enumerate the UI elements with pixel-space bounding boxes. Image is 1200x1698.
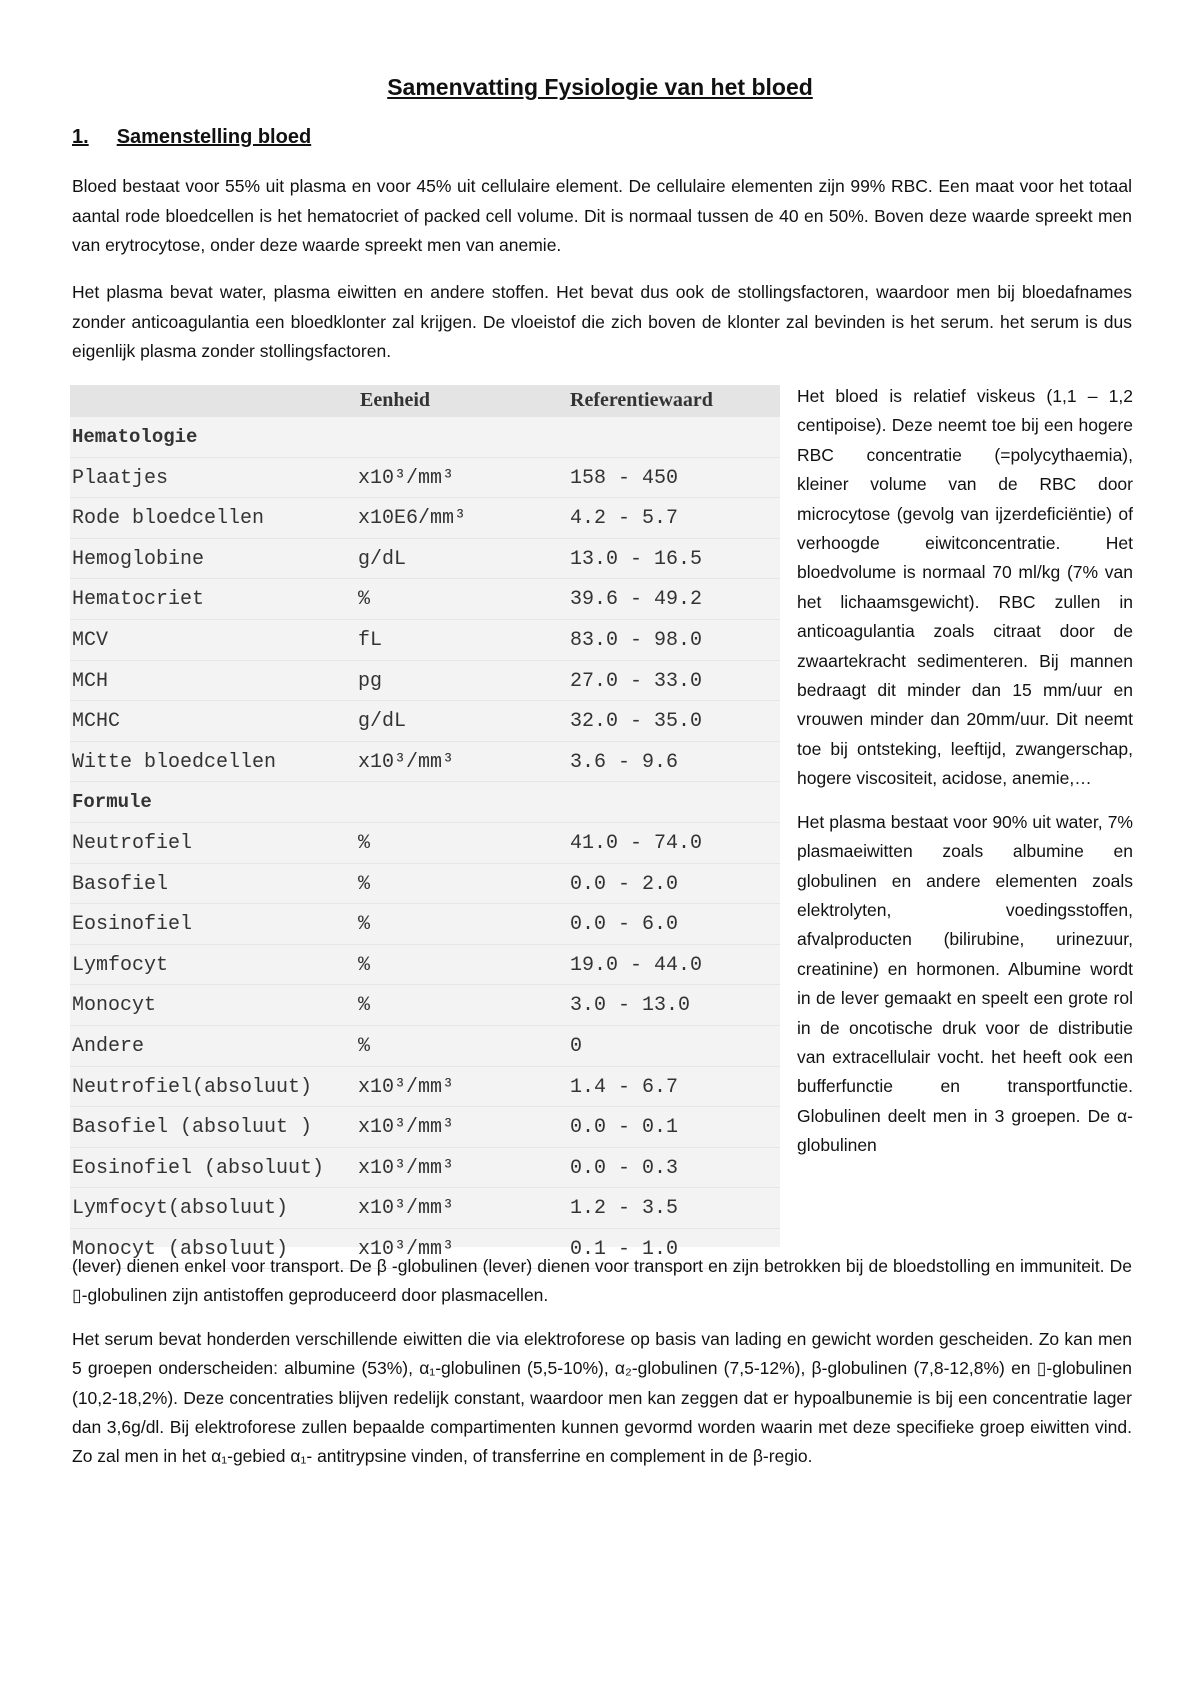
cell-reference: 3.6 - 9.6 bbox=[570, 750, 679, 774]
cell-parameter: Rode bloedcellen bbox=[72, 507, 265, 531]
paragraph: Het serum bevat honderden verschillende eiwitten die via elektroforese op basis van lading en gewicht worden gescheiden. Zo kan men 5 groepen onderscheiden: albumine (53%), α₁-globulinen (5,5-10%), α₂-globulinen (7,5-12%), β-globulinen (7,8-12,8%) en ▯-globulinen (10,2-18,2%). Deze concentraties blijven redelijk constant, waardoor men kan zeggen dat er hypoalbunemie is bij een concentratie lager dan 3,6g/dl. Bij elektroforese zullen bepaalde compartimenten kunnen gevormd worden waarin met deze specifieke groep eiwitten vind. Zo zal men in het α₁-gebied α₁- antitrypsine vinden, of transferrine en complement in de β-regio. bbox=[72, 1328, 1132, 1467]
table-row bbox=[70, 1188, 780, 1229]
table-row bbox=[70, 823, 780, 864]
table-row bbox=[70, 1148, 780, 1189]
cell-reference: 3.0 - 13.0 bbox=[570, 994, 691, 1018]
cell-unit: g/dL bbox=[358, 547, 407, 571]
cell-reference: 39.6 - 49.2 bbox=[570, 588, 703, 612]
header-reference: Referentiewaard bbox=[570, 389, 713, 411]
table-row bbox=[70, 1026, 780, 1067]
cell-reference: 0.0 - 6.0 bbox=[570, 913, 679, 937]
cell-reference: 32.0 - 35.0 bbox=[570, 710, 703, 734]
cell-parameter: Basofiel (absoluut ) bbox=[72, 1116, 313, 1140]
table-row bbox=[70, 945, 780, 986]
table-row bbox=[70, 701, 780, 742]
table-row bbox=[70, 742, 780, 783]
table-row bbox=[70, 498, 780, 539]
cell-unit: x10³/mm³ bbox=[358, 1116, 455, 1140]
table-row bbox=[70, 539, 780, 580]
cell-reference: 1.4 - 6.7 bbox=[570, 1075, 679, 1099]
cell-unit: x10³/mm³ bbox=[358, 1156, 455, 1180]
cell-unit: g/dL bbox=[358, 710, 407, 734]
paragraph: Bloed bestaat voor 55% uit plasma en voor 45% uit cellulaire element. De cellulaire elementen zijn 99% RBC. Een maat voor het totaal aantal rode bloedcellen is het hematocriet of packed cell volume. Dit is normaal tussen de 40 en 50%. Boven deze waarde spreekt men van erytrocytose, onder deze waarde spreekt men van anemie. bbox=[72, 176, 1132, 255]
paragraph: Het bloed is relatief viskeus (1,1 – 1,2 centipoise). Deze neemt toe bij een hogere RBC concentratie (=polycythaemia), kleiner volume van de RBC door microcytose (gevolg van ijzerdeficiëntie) of verhoogde eiwitconcentratie. Het bloedvolume is normaal 70 ml/kg (7% van het lichaamsgewicht). RBC zullen in anticoagulantia zoals citraat door de zwaartekracht sedimenteren. Bij mannen bedraagt dit minder dan 15 mm/uur en vrouwen minder dan 20mm/uur. Dit neemt toe bij ontsteking, leeftijd, zwangerschap, hogere viscositeit, acidose, anemie,… bbox=[797, 386, 1133, 789]
cell-unit: x10E6/mm³ bbox=[358, 507, 467, 531]
section-title: Samenstelling bloed bbox=[116, 126, 312, 148]
cell-unit: x10³/mm³ bbox=[358, 1197, 455, 1221]
cell-unit: % bbox=[358, 588, 371, 612]
cell-reference: 1.2 - 3.5 bbox=[570, 1197, 679, 1221]
cell-parameter: MCH bbox=[72, 669, 109, 693]
cell-parameter: Hemoglobine bbox=[72, 547, 205, 571]
continued-text bbox=[72, 1252, 1132, 1486]
cell-reference: 41.0 - 74.0 bbox=[570, 831, 703, 855]
table-row bbox=[70, 904, 780, 945]
cell-parameter: Lymfocyt bbox=[72, 953, 169, 977]
cell-reference: 158 - 450 bbox=[570, 466, 679, 490]
cell-parameter: Andere bbox=[72, 1034, 145, 1058]
cell-unit: % bbox=[358, 953, 371, 977]
cell-parameter: Witte bloedcellen bbox=[72, 750, 277, 774]
cell-parameter: Neutrofiel bbox=[72, 831, 193, 855]
cell-parameter: Eosinofiel bbox=[72, 913, 193, 937]
cell-unit: pg bbox=[358, 669, 383, 693]
cell-reference: 0.0 - 0.1 bbox=[570, 1116, 679, 1140]
cell-reference: 27.0 - 33.0 bbox=[570, 669, 703, 693]
table-row bbox=[70, 1107, 780, 1148]
side-column bbox=[797, 382, 1133, 1175]
cell-parameter: Basofiel bbox=[72, 872, 169, 896]
cell-parameter: MCV bbox=[72, 628, 109, 652]
cell-unit: x10³/mm³ bbox=[358, 1075, 455, 1099]
table-row bbox=[70, 782, 780, 823]
cell-unit: % bbox=[358, 913, 371, 937]
table-row bbox=[70, 579, 780, 620]
header-unit: Eenheid bbox=[360, 389, 431, 411]
cell-parameter: Hematocriet bbox=[72, 588, 205, 612]
paragraph: Het plasma bestaat voor 90% uit water, 7% plasmaeiwitten zoals albumine en globulinen en andere elementen zoals elektrolyten, voedingsstoffen, afvalproducten (bilirubine, urinezuur, creatinine) en hormonen. Albumine wordt in de lever gemaakt en speelt een grote rol in de oncotische druk voor de distributie van extracellulair vocht. het heeft ook een bufferfunctie en transportfunctie. Globulinen deelt men in 3 groepen. De α-globulinen bbox=[797, 811, 1133, 1156]
cell-reference: 19.0 - 44.0 bbox=[570, 953, 703, 977]
cell-parameter: Monocyt (absoluut) bbox=[72, 1237, 289, 1261]
paragraph: (lever) dienen enkel voor transport. De β -globulinen (lever) dienen voor transport en zijn betrokken bij de bloedstolling en immuniteit. De ▯-globulinen zijn antistoffen geproduceerd door plasmacellen. bbox=[72, 1256, 1132, 1306]
cell-unit: x10³/mm³ bbox=[358, 750, 455, 774]
table-row bbox=[70, 661, 780, 702]
document-title: Samenvatting Fysiologie van het bloed bbox=[387, 74, 813, 100]
paragraph: Het plasma bevat water, plasma eiwitten en andere stoffen. Het bevat dus ook de stollingsfactoren, waardoor men bij bloedafnames zonder anticoagulantia een bloedklonter zal krijgen. De vloeistof die zich boven de klonter zal bevinden is het serum. het serum is dus eigenlijk plasma zonder stollingsfactoren. bbox=[72, 282, 1132, 361]
table-row bbox=[70, 864, 780, 905]
cell-parameter: Plaatjes bbox=[72, 466, 169, 490]
cell-reference: 0.0 - 0.3 bbox=[570, 1156, 679, 1180]
cell-unit: % bbox=[358, 831, 371, 855]
table-row bbox=[70, 1067, 780, 1108]
table-row bbox=[70, 985, 780, 1026]
cell-reference: 83.0 - 98.0 bbox=[570, 628, 703, 652]
table-row bbox=[70, 620, 780, 661]
cell-parameter: Monocyt bbox=[72, 994, 157, 1018]
cell-reference: 4.2 - 5.7 bbox=[570, 507, 679, 531]
reference-values-table bbox=[70, 385, 780, 1261]
table-row bbox=[70, 458, 780, 499]
cell-reference: 0.0 - 2.0 bbox=[570, 872, 679, 896]
cell-unit: % bbox=[358, 994, 371, 1018]
cell-reference: 13.0 - 16.5 bbox=[570, 547, 703, 571]
cell-reference: 0.1 - 1.0 bbox=[570, 1237, 679, 1261]
cell-parameter: Eosinofiel (absoluut) bbox=[72, 1156, 325, 1180]
cell-unit: % bbox=[358, 872, 371, 896]
cell-unit: x10³/mm³ bbox=[358, 466, 455, 490]
section-number: 1. bbox=[72, 126, 89, 148]
cell-reference: 0 bbox=[570, 1034, 583, 1058]
cell-parameter: Formule bbox=[72, 791, 152, 814]
cell-parameter: Hematologie bbox=[72, 426, 198, 448]
section-heading bbox=[72, 126, 311, 149]
cell-unit: % bbox=[358, 1034, 371, 1058]
cell-parameter: Lymfocyt(absoluut) bbox=[72, 1197, 289, 1221]
table-row bbox=[70, 417, 780, 458]
cell-parameter: Neutrofiel(absoluut) bbox=[72, 1075, 313, 1099]
cell-unit: fL bbox=[358, 628, 383, 652]
cell-parameter: MCHC bbox=[72, 710, 121, 734]
table-header bbox=[70, 385, 780, 417]
cell-unit: x10³/mm³ bbox=[358, 1237, 455, 1261]
